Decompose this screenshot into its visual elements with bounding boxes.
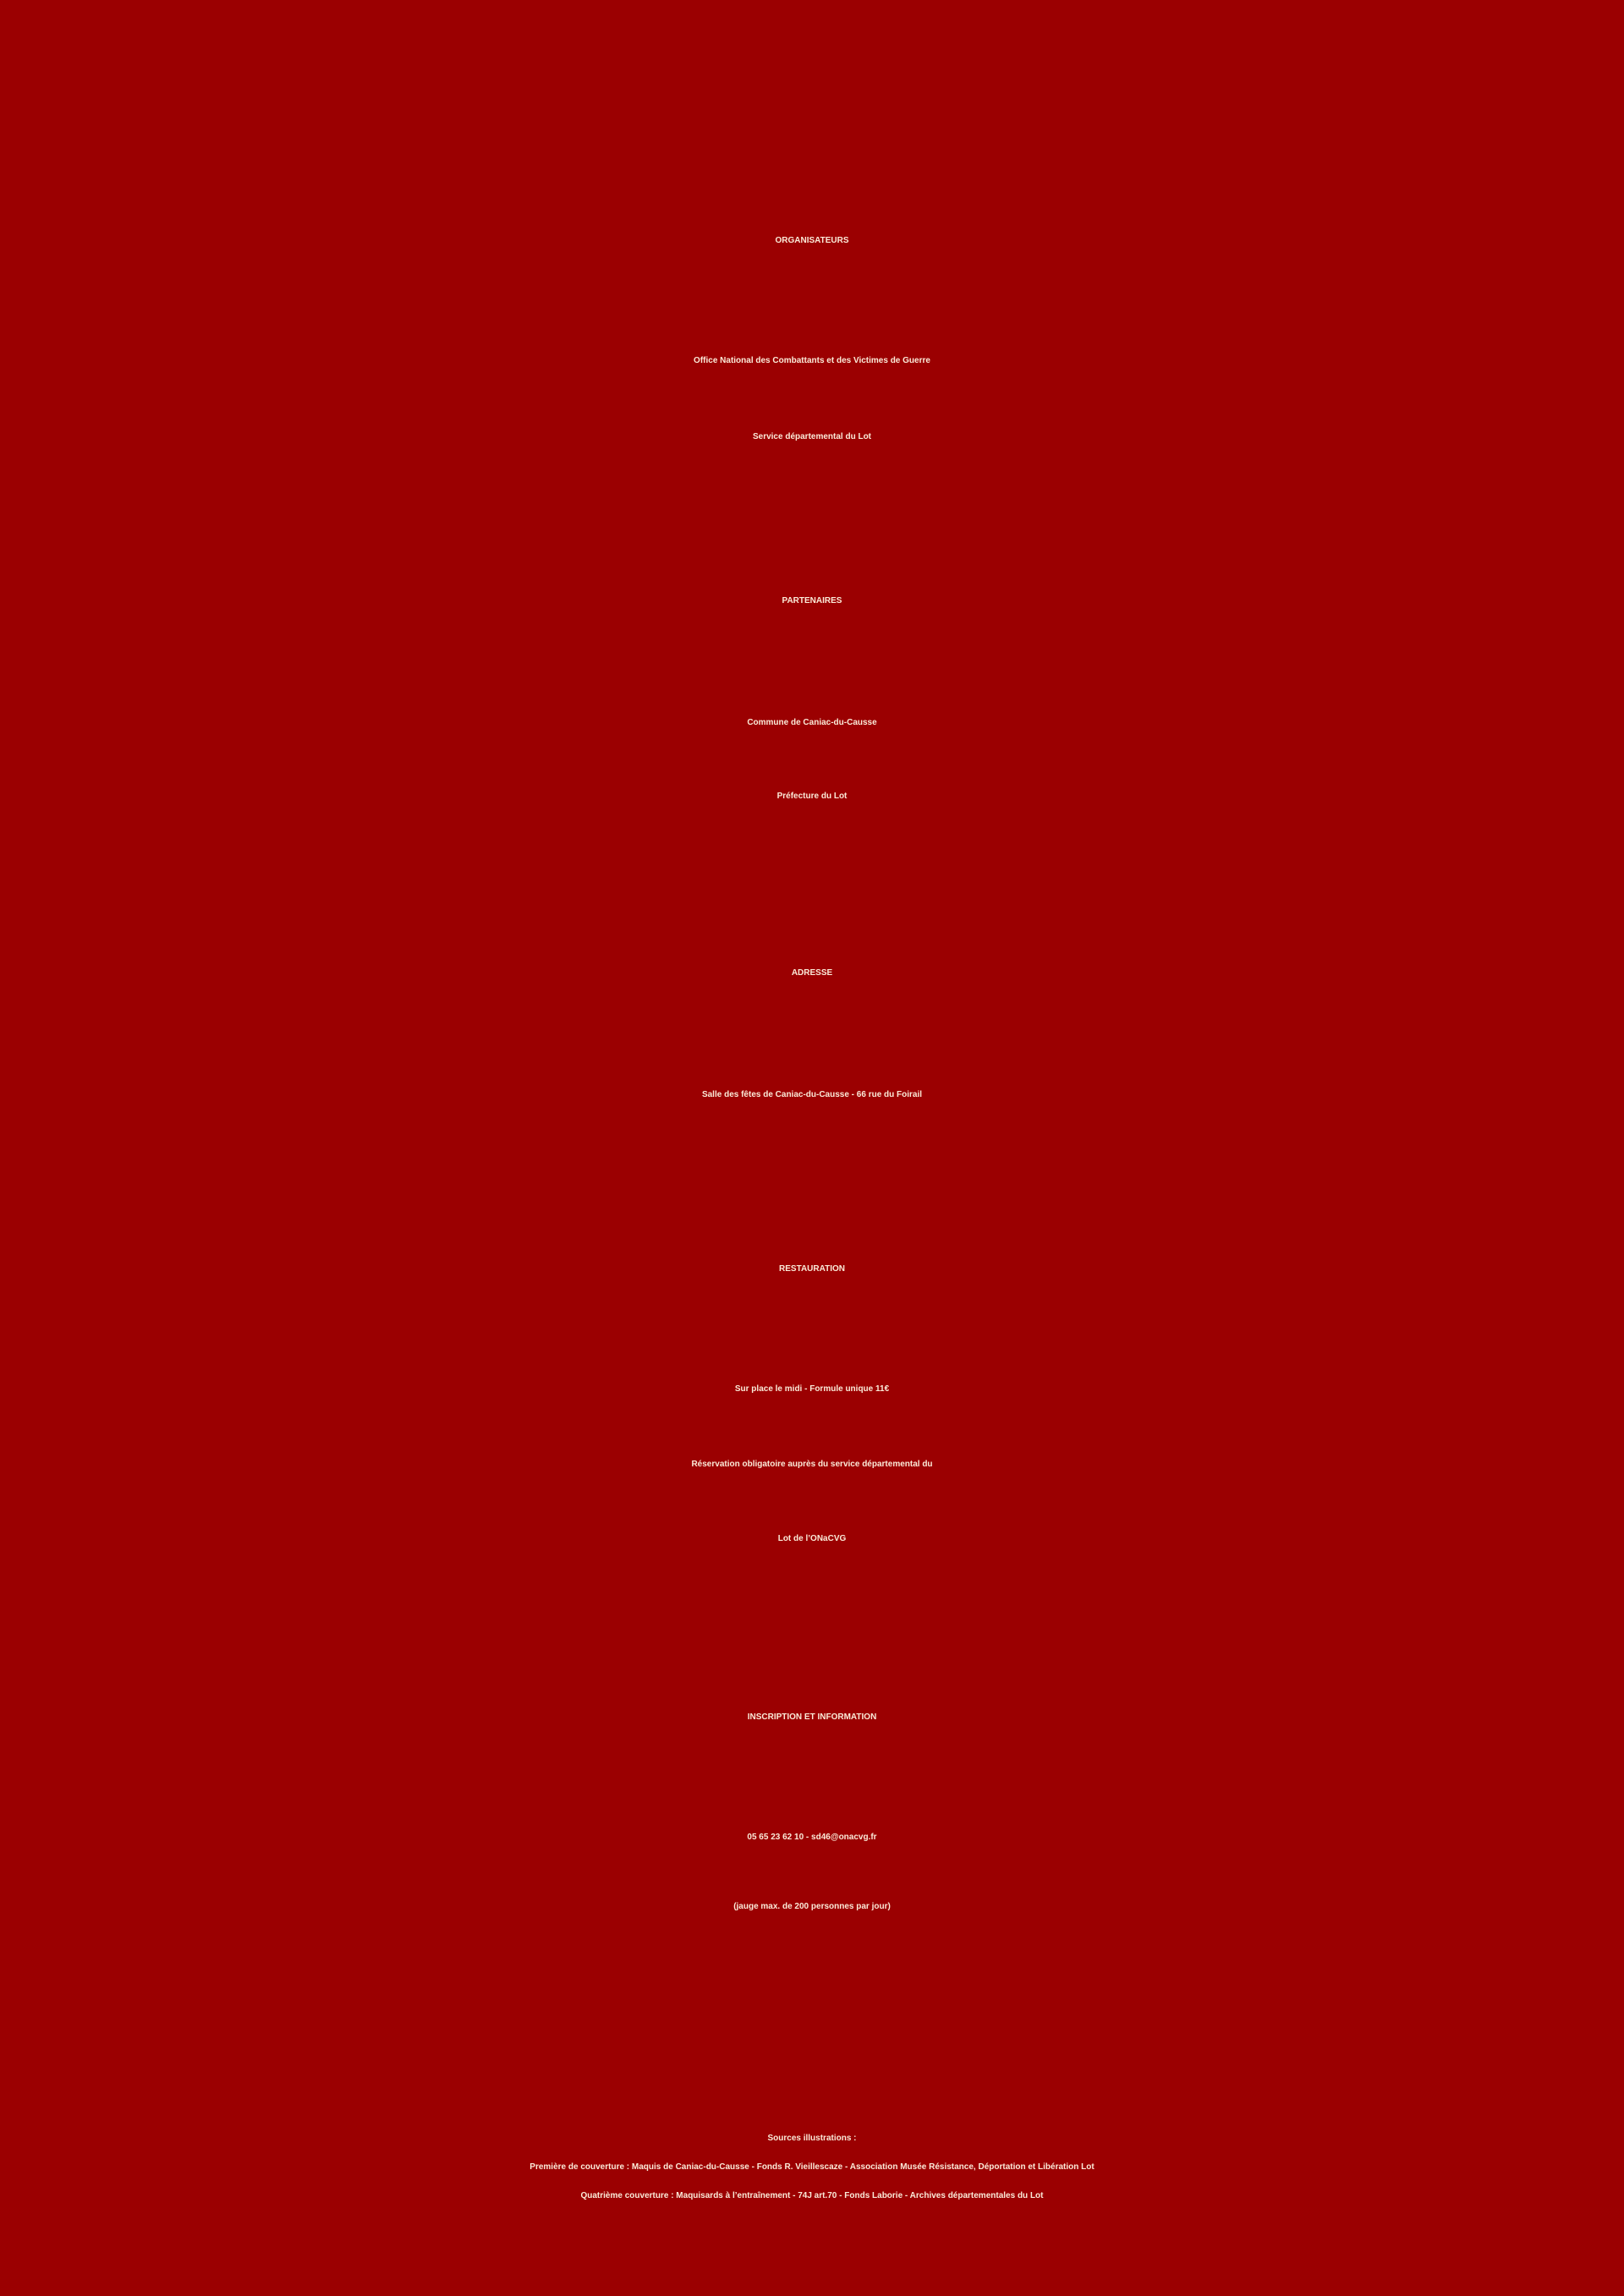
sources-title: Sources illustrations : xyxy=(767,2134,857,2143)
partenaires-heading: PARTENAIRES xyxy=(782,596,842,606)
sources-line-1: Première de couverture : Maquis de Caniac-du-Causse - Fonds R. Vieillescaze - Association Musée Résistance, Déportation et Libération Lot xyxy=(529,2162,1095,2172)
sources-line-2: Quatrième couverture : Maquisards à l’entraînement - 74J art.70 - Fonds Laborie - Archives départementales du Lot xyxy=(580,2191,1044,2200)
adresse-heading: ADRESSE xyxy=(791,968,833,978)
inscription-note: (jauge max. de 200 personnes par jour) xyxy=(733,1902,891,1911)
adresse-line-1: Salle des fêtes de Caniac-du-Causse - 66 rue du Foirail xyxy=(701,1090,923,1099)
restauration-line-1: Sur place le midi - Formule unique 11€ xyxy=(734,1384,890,1394)
organisateurs-line-2: Service départemental du Lot xyxy=(752,432,872,441)
partenaires-line-1: Commune de Caniac-du-Causse xyxy=(747,718,877,727)
inscription-contact: 05 65 23 62 10 - sd46@onacvg.fr xyxy=(747,1833,877,1842)
restauration-line-2: Réservation obligatoire auprès du service départemental du xyxy=(691,1460,933,1469)
restauration-heading: RESTAURATION xyxy=(779,1264,845,1274)
inscription-heading: INSCRIPTION ET INFORMATION xyxy=(747,1712,877,1722)
organisateurs-heading: ORGANISATEURS xyxy=(775,236,849,245)
restauration-line-3: Lot de l’ONaCVG xyxy=(777,1534,847,1543)
organisateurs-line-1: Office National des Combattants et des Victimes de Guerre xyxy=(694,356,930,365)
partenaires-line-2: Préfecture du Lot xyxy=(776,792,848,801)
